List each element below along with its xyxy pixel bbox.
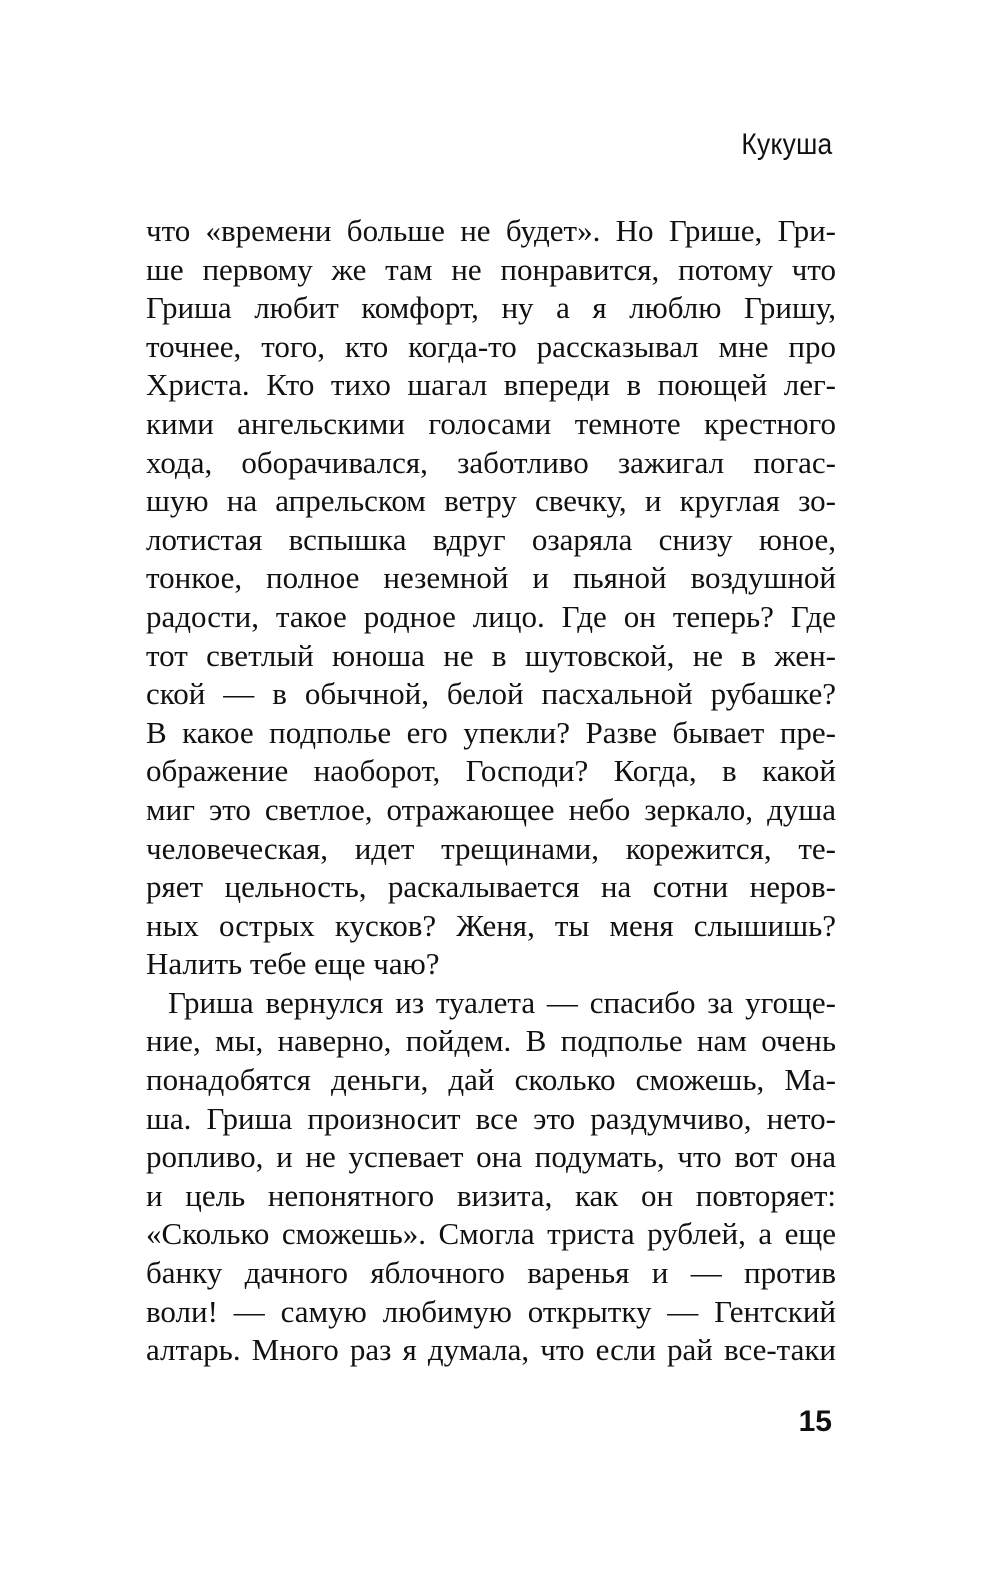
- text-line: ние, мы, наверно, пойдем. В подполье нам очень: [146, 1023, 836, 1059]
- text-line: и цель непонятного визита, как он повторяет:: [146, 1177, 836, 1213]
- text-line: что «времени больше не будет». Но Грише, Гри-: [146, 213, 836, 248]
- text-line: миг это светлое, отражающее небо зеркало, душа: [146, 791, 836, 827]
- text-line: Гриша вернулся из туалета — спасибо за угоще-: [168, 984, 836, 1020]
- text-line: ше первому же там не понравится, потому что: [146, 251, 836, 287]
- text-line: человеческая, идет трещинами, корежится, те-: [146, 830, 836, 866]
- text-line: кими ангельскими голосами темноте крестного: [146, 405, 836, 441]
- text-line: «Сколько сможешь». Смогла триста рублей, а еще: [146, 1216, 836, 1252]
- text-line: радости, такое родное лицо. Где он теперь? Где: [146, 598, 836, 634]
- text-line: лотистая вспышка вдруг озаряла снизу юное,: [146, 521, 836, 557]
- text-line: тот светлый юноша не в шутовской, не в жен-: [146, 637, 836, 673]
- paragraph-2: [146, 984, 836, 1370]
- running-head: Кукуша: [740, 128, 832, 161]
- text-line: ропливо, и не успевает она подумать, что вот она: [146, 1139, 836, 1175]
- text-line: шую на апрельском ветру свечку, и круглая зо-: [146, 483, 836, 519]
- body-text: [146, 212, 836, 1370]
- text-line: Гриша любит комфорт, ну а я люблю Гришу,: [146, 290, 836, 326]
- text-line: алтарь. Много раз я думала, что если рай все-таки: [146, 1332, 836, 1368]
- text-line: Христа. Кто тихо шагал впереди в поющей лег-: [146, 367, 836, 403]
- text-line: хода, оборачивался, заботливо зажигал погас-: [146, 444, 836, 480]
- paragraph-1: [146, 212, 836, 984]
- text-line: ша. Гриша произносит все это раздумчиво, нето-: [146, 1100, 836, 1136]
- text-line: В какое подполье его упекли? Разве бывает пре-: [146, 714, 836, 750]
- text-line: ображение наоборот, Господи? Когда, в какой: [146, 753, 836, 789]
- page-number: 15: [798, 1405, 832, 1438]
- text-line: воли! — самую любимую открытку — Гентский: [146, 1293, 836, 1329]
- text-line: точнее, того, кто когда-то рассказывал мне про: [146, 328, 836, 364]
- text-line: тонкое, полное неземной и пьяной воздушной: [146, 560, 836, 596]
- text-line: ных острых кусков? Женя, ты меня слышишь?: [146, 907, 836, 943]
- text-line: понадобятся деньги, дай сколько сможешь, Ма-: [146, 1062, 836, 1098]
- text-line: ряет цельность, раскалывается на сотни неров-: [146, 869, 836, 905]
- text-line: Налить тебе еще чаю?: [146, 946, 440, 982]
- text-line: ской — в обычной, белой пасхальной рубашке?: [146, 676, 836, 712]
- text-line: банку дачного яблочного варенья и — против: [146, 1255, 836, 1291]
